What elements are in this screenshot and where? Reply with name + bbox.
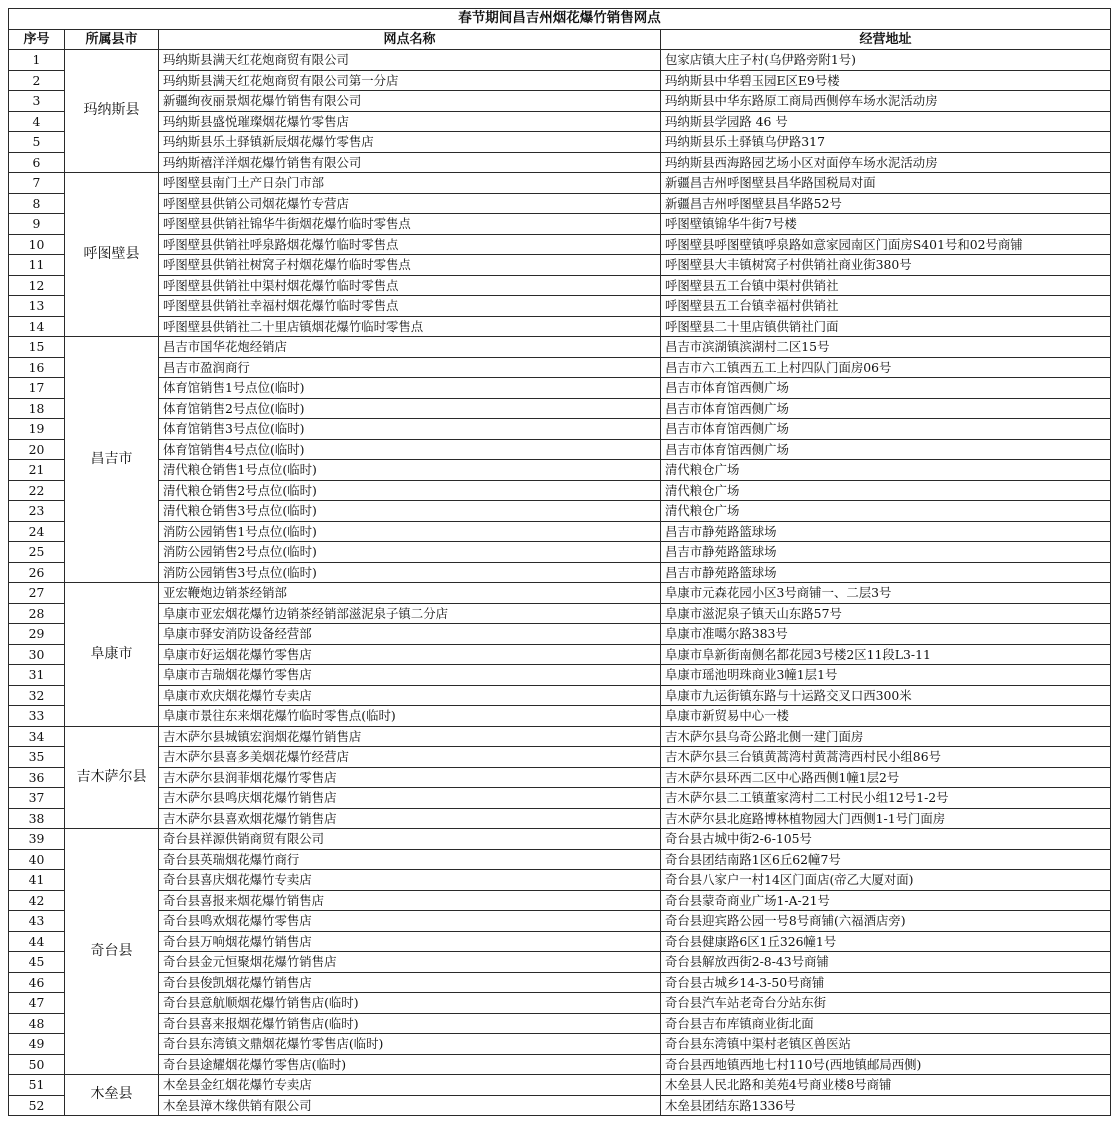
outlet-name: 呼图壁县供销社锦华牛街烟花爆竹临时零售点 bbox=[159, 214, 661, 235]
outlet-address: 吉木萨尔县二工镇董家湾村二工村民小组12号1-2号 bbox=[661, 788, 1111, 809]
outlet-name: 清代粮仓销售2号点位(临时) bbox=[159, 480, 661, 501]
outlet-name: 消防公园销售2号点位(临时) bbox=[159, 542, 661, 563]
outlet-name: 玛纳斯县满天红花炮商贸有限公司第一分店 bbox=[159, 70, 661, 91]
outlet-address: 昌吉市六工镇西五工上村四队门面房06号 bbox=[661, 357, 1111, 378]
outlet-address: 吉木萨尔县环西二区中心路西侧1幢1层2号 bbox=[661, 767, 1111, 788]
outlet-address: 昌吉市体育馆西侧广场 bbox=[661, 378, 1111, 399]
row-number: 19 bbox=[9, 419, 65, 440]
outlet-name: 木垒县金红烟花爆竹专卖店 bbox=[159, 1075, 661, 1096]
outlet-name: 呼图壁县供销社二十里店镇烟花爆竹临时零售点 bbox=[159, 316, 661, 337]
table-row bbox=[9, 419, 1111, 440]
outlet-name: 玛纳斯禧洋洋烟花爆竹销售有限公司 bbox=[159, 152, 661, 173]
row-number: 42 bbox=[9, 890, 65, 911]
outlet-address: 吉木萨尔县北庭路博林植物园大门西侧1-1号门面房 bbox=[661, 808, 1111, 829]
table-row bbox=[9, 870, 1111, 891]
table-row bbox=[9, 1054, 1111, 1075]
table-row bbox=[9, 972, 1111, 993]
outlet-name: 昌吉市盈润商行 bbox=[159, 357, 661, 378]
outlet-address: 呼图壁县五工台镇中渠村供销社 bbox=[661, 275, 1111, 296]
row-number: 24 bbox=[9, 521, 65, 542]
table-row bbox=[9, 583, 1111, 604]
row-number: 27 bbox=[9, 583, 65, 604]
table-row bbox=[9, 480, 1111, 501]
outlet-name: 消防公园销售3号点位(临时) bbox=[159, 562, 661, 583]
county-cell: 阜康市 bbox=[65, 583, 159, 727]
header-address: 经营地址 bbox=[661, 29, 1111, 50]
row-number: 8 bbox=[9, 193, 65, 214]
outlet-name: 阜康市吉瑞烟花爆竹零售店 bbox=[159, 665, 661, 686]
outlet-address: 呼图壁县大丰镇树窝子村供销社商业街380号 bbox=[661, 255, 1111, 276]
outlet-name: 阜康市驿安消防设备经营部 bbox=[159, 624, 661, 645]
row-number: 12 bbox=[9, 275, 65, 296]
outlet-address: 木垒县团结东路1336号 bbox=[661, 1095, 1111, 1116]
table-row bbox=[9, 255, 1111, 276]
table-body bbox=[9, 50, 1111, 1116]
row-number: 48 bbox=[9, 1013, 65, 1034]
table-row bbox=[9, 890, 1111, 911]
county-cell: 呼图壁县 bbox=[65, 173, 159, 337]
outlet-address: 玛纳斯县乐土驿镇乌伊路317 bbox=[661, 132, 1111, 153]
table-row bbox=[9, 501, 1111, 522]
outlet-address: 昌吉市静苑路篮球场 bbox=[661, 562, 1111, 583]
row-number: 51 bbox=[9, 1075, 65, 1096]
row-number: 10 bbox=[9, 234, 65, 255]
outlet-address: 阜康市滋泥泉子镇天山东路57号 bbox=[661, 603, 1111, 624]
table-row bbox=[9, 132, 1111, 153]
outlet-address: 昌吉市体育馆西侧广场 bbox=[661, 419, 1111, 440]
outlet-name: 亚宏鞭炮边销茶经销部 bbox=[159, 583, 661, 604]
outlet-address: 新疆昌吉州呼图壁县昌华路52号 bbox=[661, 193, 1111, 214]
outlet-address: 昌吉市滨湖镇滨湖村二区15号 bbox=[661, 337, 1111, 358]
county-cell: 玛纳斯县 bbox=[65, 50, 159, 173]
outlet-address: 昌吉市体育馆西侧广场 bbox=[661, 439, 1111, 460]
table-row bbox=[9, 624, 1111, 645]
outlet-name: 奇台县英瑞烟花爆竹商行 bbox=[159, 849, 661, 870]
outlet-name: 奇台县途耀烟花爆竹零售店(临时) bbox=[159, 1054, 661, 1075]
outlet-name: 呼图壁县供销社树窝子村烟花爆竹临时零售点 bbox=[159, 255, 661, 276]
table-row bbox=[9, 1075, 1111, 1096]
row-number: 40 bbox=[9, 849, 65, 870]
outlet-address: 奇台县东湾镇中渠村老镇区兽医站 bbox=[661, 1034, 1111, 1055]
outlet-name: 奇台县喜报来烟花爆竹销售店 bbox=[159, 890, 661, 911]
table-row bbox=[9, 70, 1111, 91]
table-row bbox=[9, 931, 1111, 952]
county-cell: 木垒县 bbox=[65, 1075, 159, 1116]
row-number: 33 bbox=[9, 706, 65, 727]
outlet-address: 昌吉市静苑路篮球场 bbox=[661, 542, 1111, 563]
table-row bbox=[9, 439, 1111, 460]
outlet-address: 昌吉市静苑路篮球场 bbox=[661, 521, 1111, 542]
outlet-name: 阜康市景往东来烟花爆竹临时零售点(临时) bbox=[159, 706, 661, 727]
county-cell: 昌吉市 bbox=[65, 337, 159, 583]
outlet-address: 奇台县汽车站老奇台分站东街 bbox=[661, 993, 1111, 1014]
table-row bbox=[9, 993, 1111, 1014]
table-row bbox=[9, 275, 1111, 296]
table-row bbox=[9, 788, 1111, 809]
row-number: 17 bbox=[9, 378, 65, 399]
table-row bbox=[9, 1013, 1111, 1034]
table-row bbox=[9, 50, 1111, 71]
header-name: 网点名称 bbox=[159, 29, 661, 50]
outlet-address: 玛纳斯县中华东路原工商局西侧停车场水泥活动房 bbox=[661, 91, 1111, 112]
table-row bbox=[9, 562, 1111, 583]
outlet-name: 奇台县金元恒聚烟花爆竹销售店 bbox=[159, 952, 661, 973]
outlet-name: 奇台县俊凯烟花爆竹销售店 bbox=[159, 972, 661, 993]
row-number: 5 bbox=[9, 132, 65, 153]
outlet-name: 奇台县万响烟花爆竹销售店 bbox=[159, 931, 661, 952]
row-number: 23 bbox=[9, 501, 65, 522]
table-row bbox=[9, 644, 1111, 665]
row-number: 14 bbox=[9, 316, 65, 337]
row-number: 18 bbox=[9, 398, 65, 419]
outlet-address: 吉木萨尔县三台镇黄蒿湾村黄蒿湾西村民小组86号 bbox=[661, 747, 1111, 768]
outlet-name: 体育馆销售3号点位(临时) bbox=[159, 419, 661, 440]
row-number: 38 bbox=[9, 808, 65, 829]
outlet-name: 消防公园销售1号点位(临时) bbox=[159, 521, 661, 542]
outlet-address: 奇台县团结南路1区6丘62幢7号 bbox=[661, 849, 1111, 870]
row-number: 1 bbox=[9, 50, 65, 71]
table-row bbox=[9, 357, 1111, 378]
table-row bbox=[9, 603, 1111, 624]
outlet-address: 玛纳斯县中华碧玉园E区E9号楼 bbox=[661, 70, 1111, 91]
outlet-address: 奇台县解放西街2-8-43号商铺 bbox=[661, 952, 1111, 973]
table-row bbox=[9, 214, 1111, 235]
table-row bbox=[9, 193, 1111, 214]
table-row bbox=[9, 706, 1111, 727]
row-number: 35 bbox=[9, 747, 65, 768]
outlet-address: 奇台县古城中街2-6-105号 bbox=[661, 829, 1111, 850]
outlet-name: 奇台县东湾镇文鼎烟花爆竹零售店(临时) bbox=[159, 1034, 661, 1055]
outlet-name: 清代粮仓销售3号点位(临时) bbox=[159, 501, 661, 522]
row-number: 50 bbox=[9, 1054, 65, 1075]
outlet-name: 呼图壁县南门土产日杂门市部 bbox=[159, 173, 661, 194]
row-number: 2 bbox=[9, 70, 65, 91]
outlet-name: 吉木萨尔县城镇宏润烟花爆竹销售店 bbox=[159, 726, 661, 747]
row-number: 9 bbox=[9, 214, 65, 235]
outlet-address: 奇台县健康路6区1丘326幢1号 bbox=[661, 931, 1111, 952]
row-number: 36 bbox=[9, 767, 65, 788]
outlet-address: 玛纳斯县西海路园艺场小区对面停车场水泥活动房 bbox=[661, 152, 1111, 173]
row-number: 43 bbox=[9, 911, 65, 932]
outlet-address: 昌吉市体育馆西侧广场 bbox=[661, 398, 1111, 419]
table-row bbox=[9, 152, 1111, 173]
outlet-name: 玛纳斯县满天红花炮商贸有限公司 bbox=[159, 50, 661, 71]
outlet-address: 木垒县人民北路和美苑4号商业楼8号商铺 bbox=[661, 1075, 1111, 1096]
header-county: 所属县市 bbox=[65, 29, 159, 50]
row-number: 28 bbox=[9, 603, 65, 624]
row-number: 29 bbox=[9, 624, 65, 645]
outlet-name: 奇台县祥源供销商贸有限公司 bbox=[159, 829, 661, 850]
outlet-address: 清代粮仓广场 bbox=[661, 460, 1111, 481]
table-row bbox=[9, 296, 1111, 317]
row-number: 6 bbox=[9, 152, 65, 173]
outlet-address: 呼图壁镇锦华牛街7号楼 bbox=[661, 214, 1111, 235]
outlet-name: 玛纳斯县盛悦璀璨烟花爆竹零售店 bbox=[159, 111, 661, 132]
row-number: 46 bbox=[9, 972, 65, 993]
outlet-address: 清代粮仓广场 bbox=[661, 501, 1111, 522]
table-row bbox=[9, 542, 1111, 563]
outlet-address: 阜康市阜新街南侧名都花园3号楼2区11段L3-11 bbox=[661, 644, 1111, 665]
outlet-address: 阜康市瑶池明珠商业3幢1层1号 bbox=[661, 665, 1111, 686]
row-number: 47 bbox=[9, 993, 65, 1014]
table-row bbox=[9, 460, 1111, 481]
table-row bbox=[9, 234, 1111, 255]
outlet-name: 奇台县鸣欢烟花爆竹零售店 bbox=[159, 911, 661, 932]
outlet-name: 阜康市欢庆烟花爆竹专卖店 bbox=[159, 685, 661, 706]
outlet-name: 木垒县漳木缘供销有限公司 bbox=[159, 1095, 661, 1116]
row-number: 37 bbox=[9, 788, 65, 809]
table-row bbox=[9, 685, 1111, 706]
table-row bbox=[9, 173, 1111, 194]
table-row bbox=[9, 378, 1111, 399]
outlet-name: 吉木萨尔县喜多美烟花爆竹经营店 bbox=[159, 747, 661, 768]
outlet-address: 奇台县吉布库镇商业街北面 bbox=[661, 1013, 1111, 1034]
table-row bbox=[9, 91, 1111, 112]
table-row bbox=[9, 337, 1111, 358]
row-number: 30 bbox=[9, 644, 65, 665]
table-row bbox=[9, 747, 1111, 768]
outlet-name: 阜康市好运烟花爆竹零售店 bbox=[159, 644, 661, 665]
row-number: 20 bbox=[9, 439, 65, 460]
table-row bbox=[9, 911, 1111, 932]
row-number: 52 bbox=[9, 1095, 65, 1116]
outlet-address: 阜康市准噶尔路383号 bbox=[661, 624, 1111, 645]
outlet-name: 奇台县意航顺烟花爆竹销售店(临时) bbox=[159, 993, 661, 1014]
row-number: 4 bbox=[9, 111, 65, 132]
outlet-name: 奇台县喜来报烟花爆竹销售店(临时) bbox=[159, 1013, 661, 1034]
table-row bbox=[9, 726, 1111, 747]
outlet-name: 呼图壁县供销公司烟花爆竹专营店 bbox=[159, 193, 661, 214]
table-row bbox=[9, 521, 1111, 542]
outlet-address: 阜康市新贸易中心一楼 bbox=[661, 706, 1111, 727]
table-title: 春节期间昌吉州烟花爆竹销售网点 bbox=[9, 9, 1111, 30]
outlet-name: 体育馆销售4号点位(临时) bbox=[159, 439, 661, 460]
row-number: 25 bbox=[9, 542, 65, 563]
outlet-address: 奇台县西地镇西地七村110号(西地镇邮局西侧) bbox=[661, 1054, 1111, 1075]
row-number: 41 bbox=[9, 870, 65, 891]
table-row bbox=[9, 952, 1111, 973]
outlet-address: 清代粮仓广场 bbox=[661, 480, 1111, 501]
outlet-address: 玛纳斯县学园路 46 号 bbox=[661, 111, 1111, 132]
table-row bbox=[9, 665, 1111, 686]
outlet-address: 阜康市九运街镇东路与十运路交叉口西300米 bbox=[661, 685, 1111, 706]
table-row bbox=[9, 316, 1111, 337]
row-number: 49 bbox=[9, 1034, 65, 1055]
outlet-address: 包家店镇大庄子村(乌伊路旁附1号) bbox=[661, 50, 1111, 71]
row-number: 39 bbox=[9, 829, 65, 850]
outlet-name: 吉木萨尔县鸣庆烟花爆竹销售店 bbox=[159, 788, 661, 809]
title-row bbox=[9, 9, 1111, 30]
outlet-name: 呼图壁县供销社中渠村烟花爆竹临时零售点 bbox=[159, 275, 661, 296]
row-number: 15 bbox=[9, 337, 65, 358]
table-row bbox=[9, 829, 1111, 850]
row-number: 21 bbox=[9, 460, 65, 481]
table-row bbox=[9, 1034, 1111, 1055]
table-row bbox=[9, 398, 1111, 419]
row-number: 26 bbox=[9, 562, 65, 583]
county-cell: 吉木萨尔县 bbox=[65, 726, 159, 829]
table-row bbox=[9, 1095, 1111, 1116]
outlet-address: 呼图壁县五工台镇幸福村供销社 bbox=[661, 296, 1111, 317]
row-number: 34 bbox=[9, 726, 65, 747]
outlet-address: 奇台县古城乡14-3-50号商铺 bbox=[661, 972, 1111, 993]
table-row bbox=[9, 808, 1111, 829]
row-number: 44 bbox=[9, 931, 65, 952]
header-no: 序号 bbox=[9, 29, 65, 50]
outlet-name: 呼图壁县供销社呼泉路烟花爆竹临时零售点 bbox=[159, 234, 661, 255]
outlet-address: 呼图壁县二十里店镇供销社门面 bbox=[661, 316, 1111, 337]
outlet-name: 体育馆销售1号点位(临时) bbox=[159, 378, 661, 399]
county-cell: 奇台县 bbox=[65, 829, 159, 1075]
outlet-name: 奇台县喜庆烟花爆竹专卖店 bbox=[159, 870, 661, 891]
row-number: 7 bbox=[9, 173, 65, 194]
outlet-address: 阜康市元森花园小区3号商铺一、二层3号 bbox=[661, 583, 1111, 604]
header-row bbox=[9, 29, 1111, 50]
outlet-name: 呼图壁县供销社幸福村烟花爆竹临时零售点 bbox=[159, 296, 661, 317]
outlet-address: 奇台县八家户一村14区门面店(帝乙大厦对面) bbox=[661, 870, 1111, 891]
table-row bbox=[9, 767, 1111, 788]
row-number: 32 bbox=[9, 685, 65, 706]
row-number: 13 bbox=[9, 296, 65, 317]
outlet-name: 玛纳斯县乐土驿镇新辰烟花爆竹零售店 bbox=[159, 132, 661, 153]
outlet-name: 昌吉市国华花炮经销店 bbox=[159, 337, 661, 358]
row-number: 31 bbox=[9, 665, 65, 686]
outlet-name: 吉木萨尔县润菲烟花爆竹零售店 bbox=[159, 767, 661, 788]
row-number: 45 bbox=[9, 952, 65, 973]
outlet-address: 新疆昌吉州呼图壁县昌华路国税局对面 bbox=[661, 173, 1111, 194]
row-number: 3 bbox=[9, 91, 65, 112]
row-number: 16 bbox=[9, 357, 65, 378]
sales-points-table bbox=[8, 8, 1111, 1116]
outlet-name: 体育馆销售2号点位(临时) bbox=[159, 398, 661, 419]
outlet-name: 清代粮仓销售1号点位(临时) bbox=[159, 460, 661, 481]
outlet-address: 奇台县迎宾路公园一号8号商铺(六福酒店旁) bbox=[661, 911, 1111, 932]
row-number: 22 bbox=[9, 480, 65, 501]
table-row bbox=[9, 111, 1111, 132]
table-row bbox=[9, 849, 1111, 870]
outlet-name: 吉木萨尔县喜欢烟花爆竹销售店 bbox=[159, 808, 661, 829]
outlet-address: 吉木萨尔县乌奇公路北侧一建门面房 bbox=[661, 726, 1111, 747]
outlet-address: 呼图壁县呼图壁镇呼泉路如意家园南区门面房S401号和02号商铺 bbox=[661, 234, 1111, 255]
outlet-name: 阜康市亚宏烟花爆竹边销茶经销部滋泥泉子镇二分店 bbox=[159, 603, 661, 624]
outlet-name: 新疆绚夜丽景烟花爆竹销售有限公司 bbox=[159, 91, 661, 112]
outlet-address: 奇台县蒙奇商业广场1-A-21号 bbox=[661, 890, 1111, 911]
row-number: 11 bbox=[9, 255, 65, 276]
